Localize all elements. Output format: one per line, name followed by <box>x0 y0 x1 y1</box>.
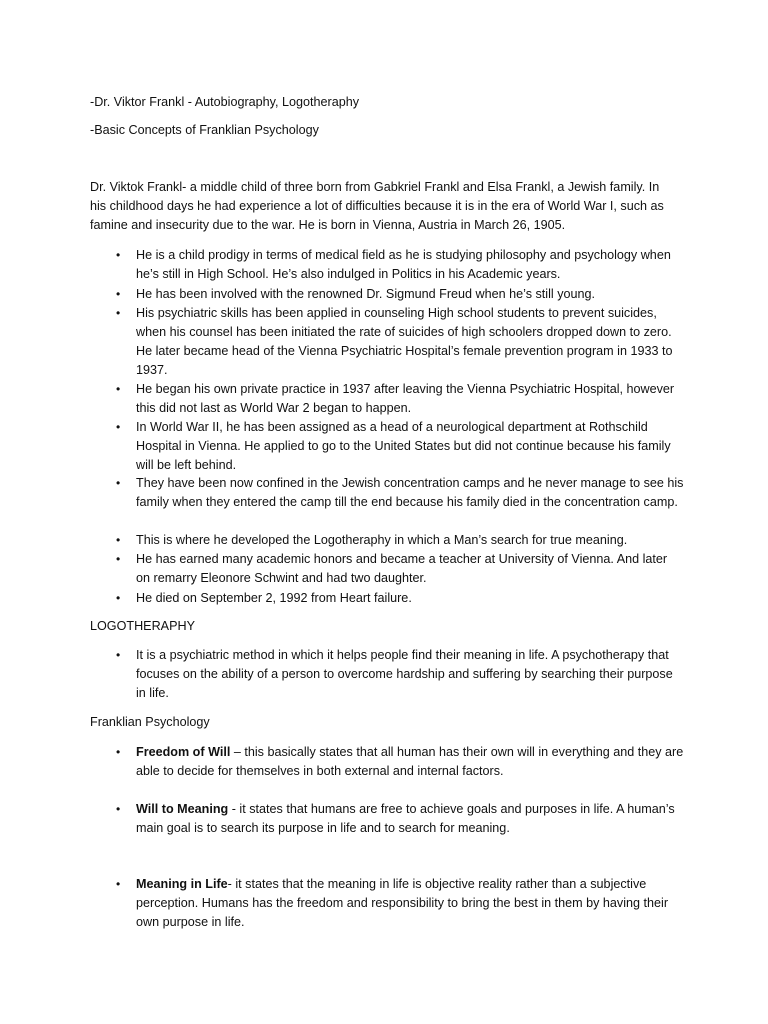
bio-bullet-item <box>116 589 684 608</box>
concept-term: Meaning in Life <box>136 877 228 891</box>
bio-bullet-text: His psychiatric skills has been applied in counseling High school students to prevent suicides, when his counsel has been initiated the rate of suicides of high schoolers dropped down to zero. He later became head of the Vienna Psychiatric Hospital’s female prevention program in 1933 to 1937. <box>136 306 673 377</box>
bio-bullet-item <box>116 246 684 284</box>
bullet-marker: • <box>116 745 121 759</box>
bullet-marker: • <box>116 533 121 547</box>
bio-bullet-item <box>116 285 684 304</box>
bullet-marker: • <box>116 552 121 566</box>
franklian-concept-item <box>116 800 684 838</box>
bullet-marker: • <box>116 248 121 262</box>
bio-bullet-item <box>116 550 684 588</box>
bullet-marker: • <box>116 802 121 816</box>
bio-bullet-text: He has earned many academic honors and became a teacher at University of Vienna. And later on remarry Eleonore Schwint and had two daughter. <box>136 552 668 585</box>
bio-bullet-text: He has been involved with the renowned Dr. Sigmund Freud when he’s still young. <box>136 287 596 301</box>
bio-bullet-text: In World War II, he has been assigned as a head of a neurological department at Rothschild Hospital in Vienna. He applied to go to the United States but did not continue because his family will be left behind. <box>136 420 671 472</box>
bio-bullet-text: This is where he developed the Logotheraphy in which a Man’s search for true meaning. <box>136 533 628 547</box>
bio-bullet-item <box>116 531 684 550</box>
bullet-marker: • <box>116 306 121 320</box>
franklian-concept-item <box>116 875 684 932</box>
concept-text: - it states that humans are free to achieve goals and purposes in life. A human’s main goal is to search its purpose in life and to search for meaning. <box>136 802 675 835</box>
bullet-marker: • <box>116 382 121 396</box>
bullet-marker: • <box>116 877 121 891</box>
bullet-marker: • <box>116 648 121 662</box>
concept-text: - it states that the meaning in life is objective reality rather than a subjective perception. Humans has the freedom and responsibility to bring the best in them by having their own purpose in life. <box>136 877 669 929</box>
concept-term: Freedom of Will <box>136 745 231 759</box>
concept-term: Will to Meaning <box>136 802 229 816</box>
franklian-concept-item <box>116 743 684 781</box>
bullet-marker: • <box>116 287 121 301</box>
franklian-heading: Franklian Psychology <box>90 715 210 729</box>
bio-bullet-item <box>116 474 684 512</box>
bio-bullet-item <box>116 418 684 475</box>
bullet-marker: • <box>116 420 121 434</box>
bio-bullet-text: He died on September 2, 1992 from Heart failure. <box>136 591 412 605</box>
bio-bullet-text: He is a child prodigy in terms of medical field as he is studying philosophy and psychology when he’s still in High School. He’s also indulged in Politics in his Academic years. <box>136 248 671 281</box>
logotheraphy-bullet-item <box>116 646 684 703</box>
logotheraphy-heading: LOGOTHERAPHY <box>90 619 195 633</box>
header-title: -Dr. Viktor Frankl - Autobiography, Logotheraphy <box>90 95 360 109</box>
bullet-marker: • <box>116 591 121 605</box>
header-subtitle: -Basic Concepts of Franklian Psychology <box>90 123 319 137</box>
bio-bullet-text: He began his own private practice in 1937 after leaving the Vienna Psychiatric Hospital, however this did not last as World War 2 began to happen. <box>136 382 675 415</box>
bullet-marker: • <box>116 476 121 490</box>
bio-bullet-item <box>116 304 684 380</box>
bio-bullet-item <box>116 380 684 418</box>
concept-text: – this basically states that all human has their own will in everything and they are able to decide for themselves in both external and internal factors. <box>136 745 684 778</box>
bio-bullet-text: They have been now confined in the Jewish concentration camps and he never manage to see his family when they entered the camp till the end because his family died in the concentration camp. <box>136 476 684 509</box>
logotheraphy-bullet-text: It is a psychiatric method in which it helps people find their meaning in life. A psychotherapy that focuses on the ability of a person to overcome hardship and suffering by searching their purpose in life. <box>136 648 673 700</box>
intro-paragraph: Dr. Viktok Frankl- a middle child of three born from Gabkriel Frankl and Elsa Frankl, a Jewish family. In his childhood days he had experience a lot of difficulties because it is in the era of World War I, such as famine and insecurity due to the war. He is born in Vienna, Austria in March 26, 1905. <box>90 180 664 232</box>
